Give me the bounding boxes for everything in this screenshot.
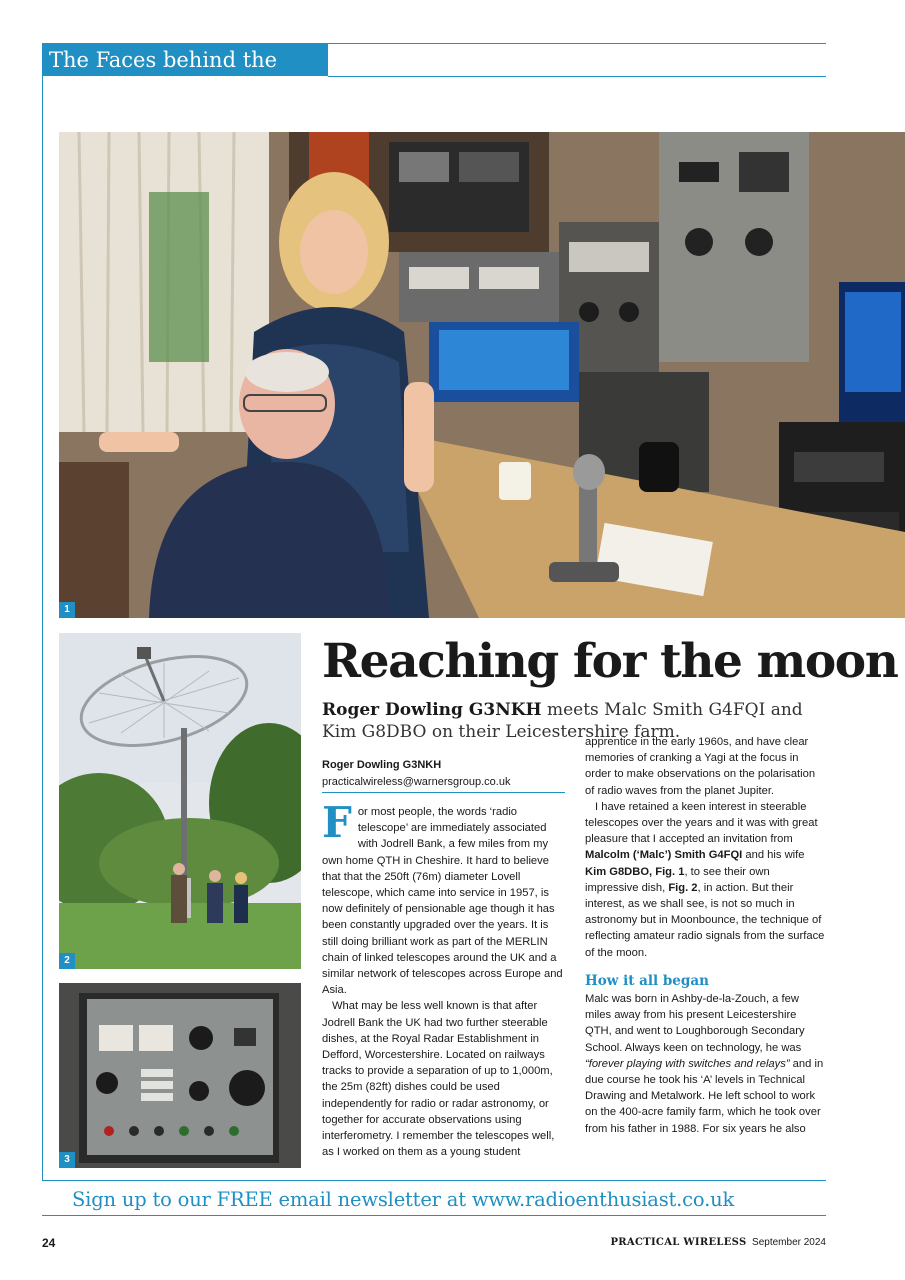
article-headline: Reaching for the moon — [322, 634, 898, 689]
issue-date: September 2024 — [752, 1237, 826, 1248]
byline-email[interactable]: practicalwireless@warnersgroup.co.uk — [322, 776, 511, 788]
article-column-1 — [322, 798, 565, 1160]
magazine-name: PRACTICAL WIRELESS — [610, 1237, 747, 1248]
paragraph-text: , to see their own impressive dish, — [585, 865, 770, 894]
paragraph-text: and in due course he took his ‘A’ levels in Technical Drawing and Metalwork. He left school to work on the 400-acre family farm, which he took over from his father in 1988. For six years he also — [585, 1057, 824, 1135]
section-title: The Faces behind the Calls — [42, 44, 328, 76]
page-number: 24 — [42, 1236, 56, 1250]
folio — [560, 1237, 826, 1248]
paragraph-text: I have retained a keen interest in steerable telescopes over the years and it was with great pleasure that I accepted an invitation from — [585, 800, 818, 846]
shack-illustration — [59, 132, 905, 618]
bold-text: Kim G8DBO, Fig. 1 — [585, 865, 685, 878]
figure-1-photo — [59, 132, 905, 618]
newsletter-rule-bottom — [42, 1215, 826, 1216]
dish-illustration — [59, 633, 301, 969]
paragraph-text: , in action. But their interest, as we shall see, is not so much in astronomy but in Moonbounce, the technique of reflecting amateur radio signals from the surface of the moon. — [585, 881, 825, 959]
figure-number-badge: 2 — [59, 953, 75, 969]
paragraph: What may be less well known is that after Jodrell Bank the UK had two further steerable dishes, at the Royal Radar Establishment in Defford, Worcestershire. Located on railways tracks to provide a separation of up to 1,000m, the 25m (82ft) dishes could be used independently for radio or radar astronomy, or together for accurate observations using interferometry. I remember the telescopes well, as I worked on them as a young student — [322, 1000, 555, 1159]
newsletter-rule-top — [42, 1180, 826, 1181]
drop-cap: F — [322, 798, 352, 847]
paragraph-text: and his wife — [742, 849, 805, 862]
byline — [322, 757, 565, 791]
newsletter-link[interactable]: Sign up to our FREE email newsletter at www.radioenthusiast.co.uk — [72, 1188, 735, 1211]
paragraph — [322, 798, 565, 998]
bold-text: Malcolm (‘Malc’) Smith G4FQI — [585, 849, 743, 862]
bold-text: Fig. 2 — [668, 881, 698, 894]
figure-number-badge: 3 — [59, 1152, 75, 1168]
article-column-2 — [585, 734, 825, 1137]
equipment-illustration — [59, 983, 301, 1168]
byline-name: Roger Dowling G3NKH — [322, 759, 442, 771]
subheading: How it all began — [585, 972, 709, 989]
figure-number-badge: 1 — [59, 602, 75, 618]
paragraph-text: Malc was born in Ashby-de-la-Zouch, a few miles away from his present Leicestershire QTH, and went to Loughborough Secondary School. Always keen on technology, he was — [585, 993, 805, 1054]
figure-3-photo — [59, 983, 301, 1168]
header-rule-bottom — [328, 76, 826, 77]
paragraph — [585, 799, 825, 961]
quote-text: “forever playing with switches and relays” — [585, 1057, 790, 1070]
paragraph: apprentice in the early 1960s, and have clear memories of cranking a Yagi at the focus in order to make observations on the polarisation of radio waves from the planet Jupiter. — [585, 736, 816, 797]
byline-rule — [322, 792, 565, 793]
standfirst-text: meets Malc Smith G4FQI and Kim G8DBO on their Leicestershire farm. — [322, 700, 803, 742]
paragraph-text: or most people, the words ‘radio telescope’ are immediately associated with Jodrell Bank, a few miles from my own home QTH in Cheshire. It hard to believe that that the 250ft (76m) diameter Lovell telescope, which came into service in 1957, is now definitely of pensionable age though it has been constantly upgraded over the years. It is still doing brilliant work as part of the MERLIN chain of linked telescopes around the UK and a similar network of telescopes across Europe and Asia. — [322, 806, 563, 997]
paragraph — [585, 991, 825, 1137]
figure-2-photo — [59, 633, 301, 969]
page-border — [42, 76, 43, 1180]
standfirst-author: Roger Dowling G3NKH — [322, 700, 542, 720]
